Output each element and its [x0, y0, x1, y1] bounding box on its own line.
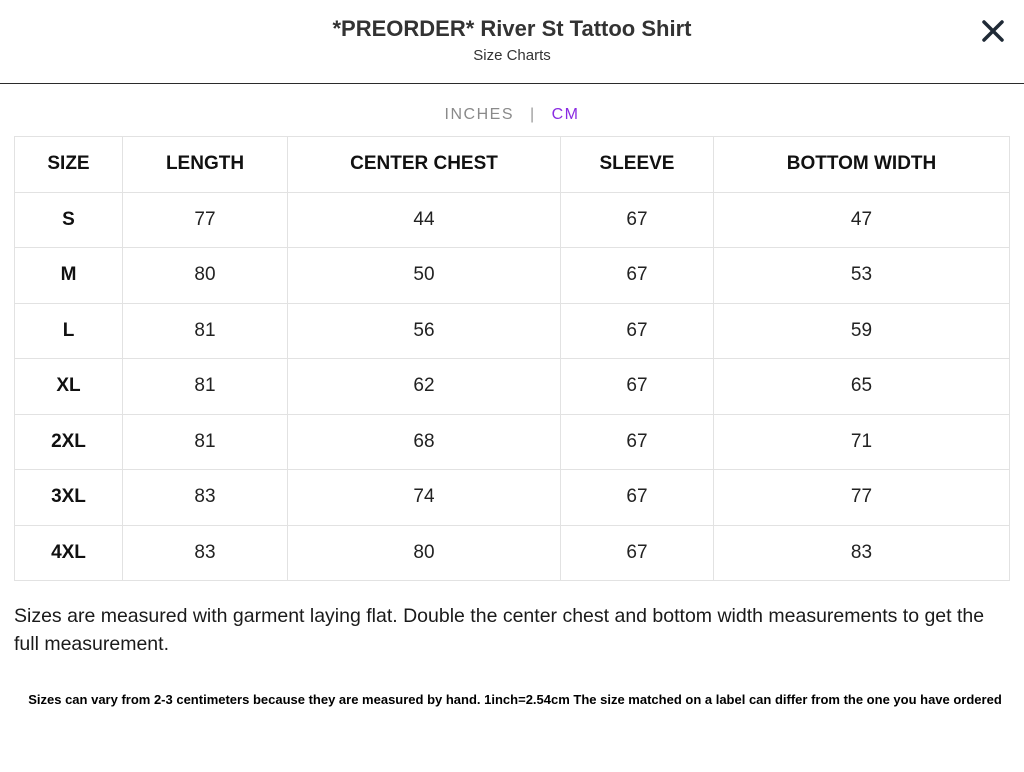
center-chest-cell: 50	[288, 248, 561, 304]
sleeve-cell: 67	[561, 303, 714, 359]
bottom-width-cell: 53	[714, 248, 1010, 304]
bottom-width-cell: 59	[714, 303, 1010, 359]
center-chest-cell: 56	[288, 303, 561, 359]
page-title: *PREORDER* River St Tattoo Shirt	[332, 16, 692, 41]
size-disclaimer: Sizes can vary from 2-3 centimeters because they are measured by hand. 1inch=2.54cm The size matched on a label can differ from the one you have ordered	[28, 692, 1002, 707]
sleeve-cell: 67	[561, 359, 714, 415]
column-header-length: LENGTH	[123, 137, 288, 193]
sleeve-cell: 67	[561, 248, 714, 304]
close-icon	[980, 18, 1006, 44]
unit-cm-tab[interactable]: CM	[551, 106, 580, 123]
modal-header	[0, 0, 1024, 84]
size-cell: M	[15, 248, 123, 304]
sleeve-cell: 67	[561, 525, 714, 581]
size-cell: 2XL	[15, 414, 123, 470]
bottom-width-cell: 71	[714, 414, 1010, 470]
page-subtitle: Size Charts	[473, 47, 551, 64]
table-row	[15, 470, 1010, 526]
size-chart-table	[14, 136, 1010, 581]
center-chest-cell: 62	[288, 359, 561, 415]
column-header-bottom-width: BOTTOM WIDTH	[714, 137, 1010, 193]
sleeve-cell: 67	[561, 192, 714, 248]
size-cell: L	[15, 303, 123, 359]
length-cell: 83	[123, 470, 288, 526]
sleeve-cell: 67	[561, 470, 714, 526]
length-cell: 81	[123, 414, 288, 470]
column-header-size: SIZE	[15, 137, 123, 193]
bottom-width-cell: 47	[714, 192, 1010, 248]
bottom-width-cell: 83	[714, 525, 1010, 581]
unit-inches-tab[interactable]: INCHES	[444, 106, 514, 123]
bottom-width-cell: 65	[714, 359, 1010, 415]
table-row	[15, 359, 1010, 415]
column-header-center-chest: CENTER CHEST	[288, 137, 561, 193]
length-cell: 81	[123, 359, 288, 415]
length-cell: 77	[123, 192, 288, 248]
table-row	[15, 192, 1010, 248]
center-chest-cell: 68	[288, 414, 561, 470]
center-chest-cell: 44	[288, 192, 561, 248]
table-row	[15, 525, 1010, 581]
sleeve-cell: 67	[561, 414, 714, 470]
center-chest-cell: 74	[288, 470, 561, 526]
size-cell: XL	[15, 359, 123, 415]
measurement-note: Sizes are measured with garment laying flat. Double the center chest and bottom width measurements to get the full measurement.	[14, 605, 985, 655]
table-row	[15, 248, 1010, 304]
close-button[interactable]	[980, 18, 1006, 44]
table-header-row	[15, 137, 1010, 193]
unit-toggle	[0, 106, 1024, 124]
table-row	[15, 414, 1010, 470]
unit-separator: |	[529, 106, 536, 123]
length-cell: 80	[123, 248, 288, 304]
table-row	[15, 303, 1010, 359]
length-cell: 83	[123, 525, 288, 581]
size-cell: 3XL	[15, 470, 123, 526]
length-cell: 81	[123, 303, 288, 359]
center-chest-cell: 80	[288, 525, 561, 581]
column-header-sleeve: SLEEVE	[561, 137, 714, 193]
size-cell: S	[15, 192, 123, 248]
bottom-width-cell: 77	[714, 470, 1010, 526]
size-cell: 4XL	[15, 525, 123, 581]
